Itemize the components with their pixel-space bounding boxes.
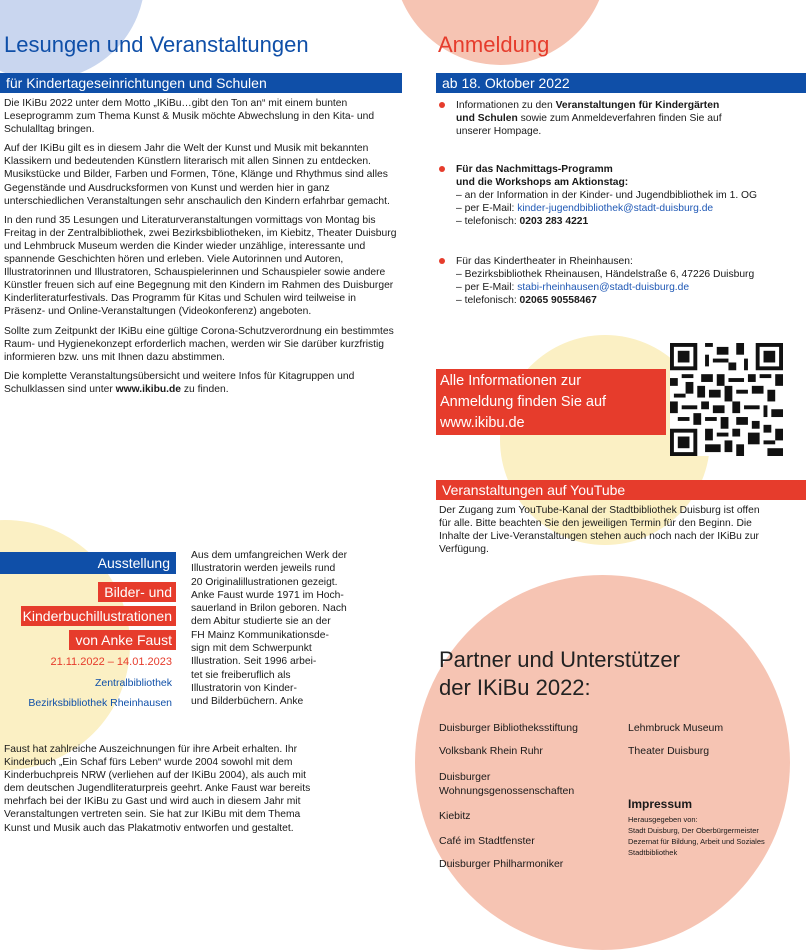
ikibu-link[interactable]: www.ikibu.de bbox=[115, 383, 182, 395]
impressum-title: Impressum bbox=[628, 797, 693, 811]
partner-volksbank: Volksbank Rhein Ruhr bbox=[439, 745, 543, 757]
exhibition-dates: 21.11.2022 – 14.01.2023 bbox=[50, 656, 172, 668]
partner-wohnungsgenossenschaften-2: Wohnungsgenossenschaften bbox=[439, 785, 575, 797]
date-bar: ab 18. Oktober 2022 bbox=[436, 73, 806, 93]
exhibition-venue-2: Bezirksbibliothek Rheinhausen bbox=[28, 697, 172, 709]
left-title: Lesungen und Veranstaltungen bbox=[4, 32, 309, 57]
exhibition-venue-1: Zentralbibliothek bbox=[94, 677, 172, 689]
partner-kiebitz: Kiebitz bbox=[439, 810, 471, 822]
paragraph-art-music: Auf der IKiBu gilt es in diesem Jahr die Welt der Kunst und Musik mit bekannten Klassikern und bedeutenden Künstlern literarisch mit allen Sinnen zu entdecken. Musikstücke und Bilder, Farben und Formen, Töne, Klänge und Rhythmus sind alles Gegenstände und Ausdrucksformen von Kunst und werden hier in ganz unterschiedlichen Veranstaltungen sehr anschaulich den Kindern erfahrbar gemacht. bbox=[4, 143, 390, 207]
bullet-afternoon: Für das Nachmittags-Programm und die Workshops am Aktionstag: – an der Information in der Kinder- und Jugendbibliothek im 1. OG – per E-Mail: kinder-jugendbibliothek@stadt-duisburg.de – telefonisch: 0203 283 4221 bbox=[456, 163, 757, 228]
left-body bbox=[4, 97, 398, 402]
exhibition-label: Ausstellung bbox=[0, 552, 176, 574]
bullet-dot-icon bbox=[439, 166, 445, 172]
qr-code-icon[interactable] bbox=[670, 343, 783, 456]
exhibition-text-side: Aus dem umfangreichen Werk der Illustratorin werden jeweils rund 20 Originalillustrationen gezeigt. Anke Faust wurde 1971 im Hoch- sauerland in Brilon geboren. Nach dem Abitur studierte sie an der FH Mainz Kommunikationsde- sign mit dem Schwerpunkt Illustration. Seit 1996 arbei- tet sie freiberuflich als Illustratorin von Kinder- und Bilderbüchern. Anke bbox=[191, 550, 348, 708]
exhibition-title-line-2: Kinderbuchillustrationen bbox=[21, 606, 176, 626]
decor-circle-peach-bottom bbox=[415, 575, 790, 950]
exhibition-title-line-1: Bilder- und bbox=[98, 582, 176, 602]
paragraph-readings: In den rund 35 Lesungen und Literaturveranstaltungen vormittags von Montag bis Freitag in der Zentralbibliothek, zwei Bezirksbibliotheken, im Kiebitz, Theater Duisburg und Lehmbruck Museum werden die Kinder wieder unzählige, interessante und spannende Geschichten hören und erleben. Viele Autorinnen und Autoren, Illustratorinnen und Illustratoren, Schauspielerinnen und Schauspieler sowie andere Künstler freuen sich auf eine Begegnung mit den Kindern im Rahmen des Duisburger Kinderliteraturfestivals. Das Programm für Kitas und Schulen wird teilweise in Präsenz- und Online-Veranstaltungen (Videokonferenz) angeboten. bbox=[4, 214, 397, 318]
right-title: Anmeldung bbox=[438, 32, 550, 57]
paragraph-corona: Sollte zum Zeitpunkt der IKiBu eine gültige Corona-Schutzverordnung ein bestimmtes Raum- und Hygienekonzept erforderlich machen, werden wir Sie darüber kurzfristig informieren bzw. uns mit Ihnen dazu abstimmen. bbox=[4, 325, 394, 363]
bullet-information: Informationen zu den Veranstaltungen für Kindergärten und Schulen sowie zum Anmeldeverfahren finden Sie auf unserer Hompage. bbox=[456, 99, 722, 138]
paragraph-overview: Die komplette Veranstaltungsübersicht und weitere Infos für Kitagruppen und Schulklassen sind unter www.ikibu.de zu finden. bbox=[4, 370, 355, 395]
bullet-dot-icon bbox=[439, 102, 445, 108]
impressum-text: Herausgegeben von: Stadt Duisburg, Der Oberbürgermeister Dezernat für Bildung, Arbeit und Soziales Stadtbibliothek bbox=[628, 815, 765, 857]
bullet-theater: Für das Kindertheater in Rheinhausen: – Bezirksbibliothek Rheinausen, Händelstraße 6, 47226 Duisburg – per E-Mail: stabi-rheinhausen@stadt-duisburg.de – telefonisch: 02065 90558467 bbox=[456, 255, 754, 307]
left-subtitle-bar: für Kindertageseinrichtungen und Schulen bbox=[0, 73, 402, 93]
partner-wohnungsgenossenschaften-1: Duisburger bbox=[439, 771, 491, 783]
info-box-link[interactable]: www.ikibu.de bbox=[440, 415, 525, 431]
youtube-bar: Veranstaltungen auf YouTube bbox=[436, 480, 806, 500]
partner-lehmbruck: Lehmbruck Museum bbox=[628, 722, 724, 734]
partner-theater: Theater Duisburg bbox=[628, 745, 710, 757]
exhibition-text-bottom: Faust hat zahlreiche Auszeichnungen für ihre Arbeit erhalten. Ihr Kinderbuch „Ein Schaf fürs Leben“ wurde 2004 sowohl mit dem Kinderbuchpreis NRW (verliehen auf der IKiBu 2004), als auch mit dem deutschen Jugendliteraturpreis geehrt. Anke Faust war bereits mehrfach bei der IKiBu zu Gast und wird auch in diesem Jahr mit Veranstaltungen vertreten sein. Sie hat zur IKiBu mit dem Thema Kunst und Musik auch das Plakatmotiv entworfen und gestaltet. bbox=[4, 744, 311, 834]
partner-philharmoniker: Duisburger Philharmoniker bbox=[439, 858, 564, 870]
exhibition-title bbox=[0, 580, 176, 652]
partners-title: Partner und Unterstützer der IKiBu 2022: bbox=[439, 647, 680, 700]
email-link-kinder[interactable]: kinder-jugendbibliothek@stadt-duisburg.de bbox=[517, 203, 714, 215]
youtube-text: Der Zugang zum YouTube-Kanal der Stadtbibliothek Duisburg ist offen für alle. Bitte beachten Sie den jeweiligen Termin für den Beginn. Die Inhalte der Live-Veranstaltungen stehen auch noch nach der IKiBu zur Verfügung. bbox=[439, 505, 760, 556]
partner-cafe: Café im Stadtfenster bbox=[439, 835, 535, 847]
info-box: Alle Informationen zur Anmeldung finden Sie auf www.ikibu.de bbox=[436, 369, 666, 435]
bullet-dot-icon bbox=[439, 258, 445, 264]
exhibition-title-line-3: von Anke Faust bbox=[69, 630, 176, 650]
paragraph-intro: Die IKiBu 2022 unter dem Motto „IKiBu…gibt den Ton an“ mit einem bunten Leseprogramm zum Thema Kunst & Musik möchte Abwechslung in den Kita- und Schulalltag bringen. bbox=[4, 98, 375, 136]
email-link-rheinhausen[interactable]: stabi-rheinhausen@stadt-duisburg.de bbox=[517, 282, 690, 294]
partner-bibliotheksstiftung: Duisburger Bibliotheksstiftung bbox=[439, 722, 578, 734]
